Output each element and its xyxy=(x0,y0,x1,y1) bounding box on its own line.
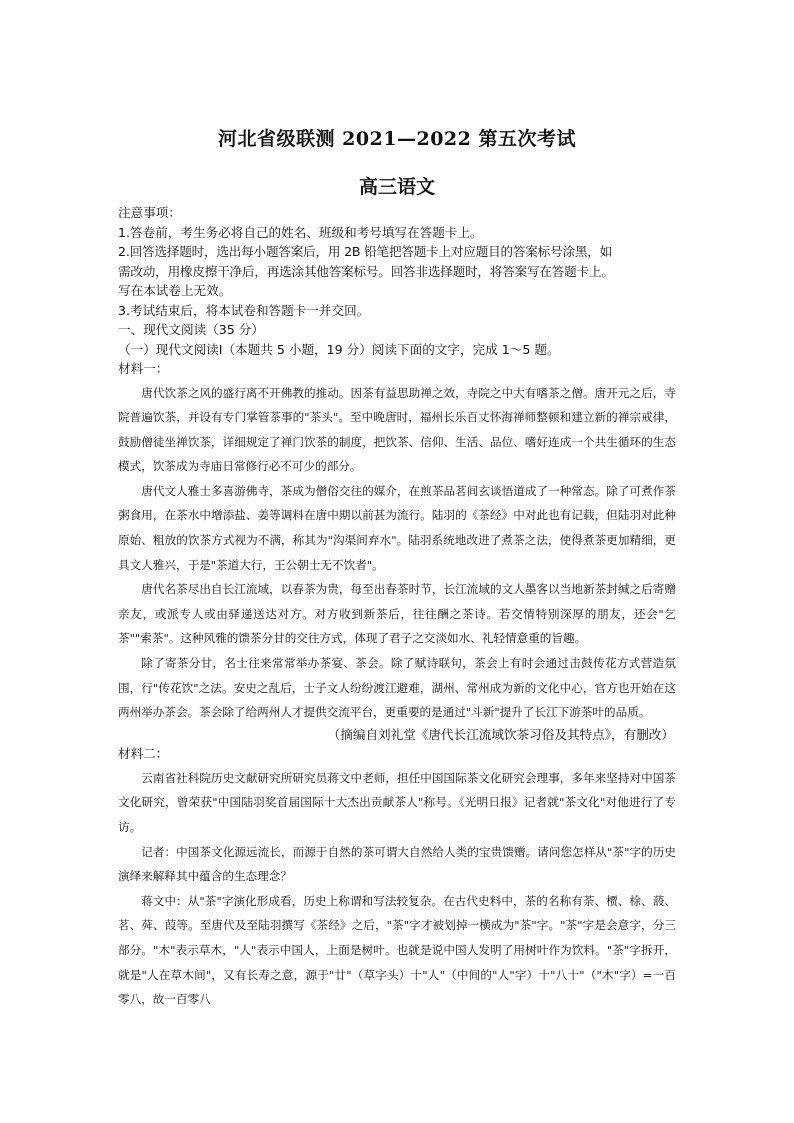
exam-content xyxy=(118,203,676,1012)
notice-item-2-line-2: 需改动，用橡皮擦干净后，再选涂其他答案标号。回答非选择题时，将答案写在答题卡上。 xyxy=(118,263,614,279)
material-2-paragraph-2: 记者：中国茶文化源远流长，而源于自然的茶可谓大自然给人类的宝贵馈赠。请问您怎样从"茶"字的历史演绎来解释其中蕴含的生态理念？ xyxy=(118,844,676,884)
material-1-paragraph-1: 唐代饮茶之风的盛行离不开佛教的推动。因茶有益思助禅之效，寺院之中大有嗜茶之僧。唐开元之后，寺院普遍饮茶，并设有专门掌管茶事的"茶头"。至中晚唐时，福州长乐百丈怀海禅师整顿和建立新的禅宗戒律，鼓励僧徒坐禅饮茶，详细规定了禅门饮茶的制度，把饮茶、信仰、生活、品位、嗜好连成一个共生循环的生态模式，饮茶成为寺庙日常修行必不可少的部分。 xyxy=(118,385,676,474)
notice-item-1: 1.答卷前，考生务必将自己的姓名、班级和考号填写在答题卡上。 xyxy=(118,224,483,240)
material-1-label: 材料一： xyxy=(118,361,169,376)
material-2-label: 材料二： xyxy=(118,746,169,762)
section-heading: 一、现代文阅读（35 分） xyxy=(118,322,264,337)
material-1-paragraph-2: 唐代文人雅士多喜游佛寺，茶成为僧俗交往的媒介，在煎茶品茗间玄谈悟道成了一种常态。除了可煮作茶粥食用，在茶水中增添盐、姜等调料在唐中期以前甚为流行。陆羽的《茶经》中对此也有记载，但陆羽对此种原始、粗放的饮茶方式视为不满，称其为"沟渠间弃水"。陆羽系统地改进了煮茶之法，使得煮茶更加精细，更具文人雅兴，于是"茶道大行，王公朝士无不饮者"。 xyxy=(118,483,676,572)
exam-subject: 高三语文 xyxy=(358,176,435,198)
notice-item-2-line-3: 写在本试卷上无效。 xyxy=(118,283,232,298)
exam-title: 河北省级联测 2021—2022 第五次考试 xyxy=(218,128,576,150)
material-1-paragraph-4: 除了寄茶分甘，名士往来常常举办茶宴、茶会。除了赋诗联句，茶会上有时会通过击鼓传花方式营造氛围，行"传花饮"之法。安史之乱后，士子文人纷纷渡江避难，湖州、常州成为新的文化中心，官方也开始在这两州举办茶会。茶会除了给两州人才提供交流平台，更重要的是通过"斗新"提升了长江下游茶叶的品质。 xyxy=(118,656,676,720)
material-1-paragraph-3: 唐代名茶尽出自长江流域，以春茶为贵，每至出春茶时节，长江流域的文人墨客以当地新茶封缄之后寄赠亲友，或派专人或由驿递送达对方。对方收到新茶后，往往酬之茶诗。若交情特别深厚的朋友，还会"乞茶""索茶"。这种风雅的馈茶分甘的交往方式，体现了君子之交淡如水、礼轻情意重的旨趣。 xyxy=(118,582,676,646)
notice-item-2-line-1: 2.回答选择题时，选出每小题答案后，用 2B 铅笔把答题卡上对应题目的答案标号涂黑，如 xyxy=(118,244,613,259)
notice-heading: 注意事项： xyxy=(118,205,181,220)
material-1-source: （摘编自刘礼堂《唐代长江流域饮茶习俗及其特点》，有删改） xyxy=(327,726,674,742)
notice-item-3: 3.考试结束后，将本试卷和答题卡一并交回。 xyxy=(118,302,370,318)
material-2-paragraph-3: 蒋文中：从"茶"字演化形成看，历史上称谓和写法较复杂。在古代史料中，茶的名称有荼、槚、梌、蔎、茗、荈、葭等。至唐代及至陆羽撰写《茶经》之后，"茶"字才被划掉一横成为"茶"字。"茶"字是会意字，分三部分。"木"表示草木，"人"表示中国人，上面是树叶。也就是说中国人发明了用树叶作为饮料。"茶"字拆开，就是"人在草木间"，又有长寿之意，源于"廿"（草字头）十"人"（中间的"人"字）十"八十"（"木"字）=一百零八，故一百零八 xyxy=(118,893,676,1007)
material-2-paragraph-1: 云南省社科院历史文献研究所研究员蒋文中老师，担任中国国际茶文化研究会理事，多年来坚持对中国茶文化研究，曾荣获"中国陆羽奖首届国际十大杰出贡献茶人"称号。《光明日报》记者就"茶文化"对他进行了专访。 xyxy=(118,770,676,834)
section-sub-heading: （一）现代文阅读Ⅰ（本题共 5 小题，19 分）阅读下面的文字，完成 1～5 题。 xyxy=(118,341,560,357)
